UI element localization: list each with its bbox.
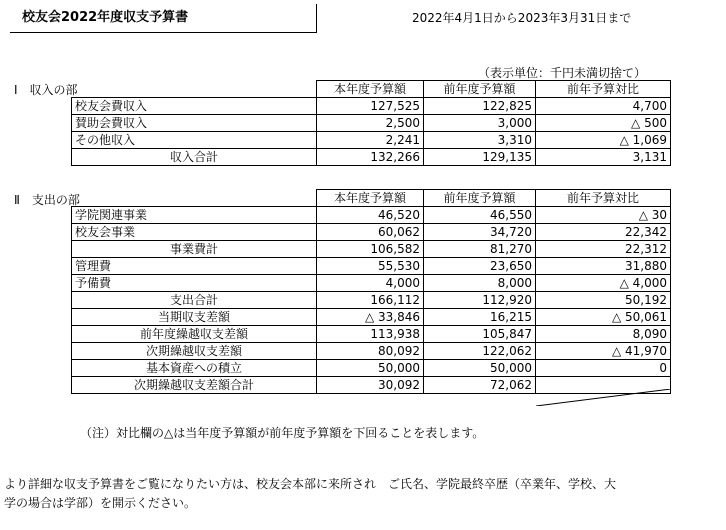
header-blank-cell [72, 81, 317, 98]
table-row [72, 326, 671, 343]
row-diff: 0 [536, 360, 671, 377]
row-diff: 22,312 [536, 241, 671, 258]
row-label: 賛助会費収入 [72, 115, 317, 132]
header-blank-cell [72, 190, 317, 207]
row-current: 55,530 [317, 258, 424, 275]
footer-line-1: より詳細な収支予算書をご覧になりたい方は、校友会本部に来所され ご氏名、学院最終卒歴（卒業年、学校、大 [4, 477, 617, 491]
income-section-label: Ⅰ 収入の部 [14, 83, 78, 97]
row-current: 2,500 [317, 115, 424, 132]
expense-total-row [72, 292, 671, 309]
unit-note: （表示単位：千円未満切捨て） [478, 66, 647, 80]
row-label: その他収入 [72, 132, 317, 149]
income-table [71, 80, 671, 166]
document-title: 校友会2022年度収支予算書 [22, 10, 189, 25]
row-label: 次期繰越収支差額合計 [72, 377, 317, 394]
title-underline [10, 32, 317, 33]
row-diff: 31,880 [536, 258, 671, 275]
row-diff: 50,192 [536, 292, 671, 309]
row-diff: △ 41,970 [536, 343, 671, 360]
row-current: 50,000 [317, 360, 424, 377]
row-previous: 112,920 [424, 292, 536, 309]
row-diff: 3,131 [536, 149, 671, 166]
table-row [72, 275, 671, 292]
row-diff: △ 1,069 [536, 132, 671, 149]
table-row [72, 207, 671, 224]
row-label: 支出合計 [72, 292, 317, 309]
row-previous: 23,650 [424, 258, 536, 275]
row-diff: 8,090 [536, 326, 671, 343]
header-previous: 前年度予算額 [424, 81, 536, 98]
row-diff: 4,700 [536, 98, 671, 115]
row-previous: 72,062 [424, 377, 536, 394]
row-previous: 16,215 [424, 309, 536, 326]
row-current: 132,266 [317, 149, 424, 166]
table-row [72, 258, 671, 275]
expense-section-label: Ⅱ 支出の部 [14, 193, 80, 207]
title-border-right [316, 4, 317, 33]
expense-table [71, 189, 671, 394]
table-row [72, 241, 671, 258]
row-current: 60,062 [317, 224, 424, 241]
row-previous: 3,000 [424, 115, 536, 132]
income-total-row [72, 149, 671, 166]
table-row [72, 360, 671, 377]
row-previous: 122,062 [424, 343, 536, 360]
expense-header-row [72, 190, 671, 207]
row-previous: 105,847 [424, 326, 536, 343]
row-label: 当期収支差額 [72, 309, 317, 326]
table-row [72, 343, 671, 360]
row-label: 基本資産への積立 [72, 360, 317, 377]
row-current: 46,520 [317, 207, 424, 224]
note-text: （注）対比欄の△は当年度予算額が前年度予算額を下回ることを表します。 [80, 426, 485, 440]
row-current: 166,112 [317, 292, 424, 309]
row-label: 事業費計 [72, 241, 317, 258]
row-previous: 8,000 [424, 275, 536, 292]
row-previous: 50,000 [424, 360, 536, 377]
footer-line-2: 学の場合は学部）を開示ください。 [4, 496, 197, 510]
row-current: △ 33,846 [317, 309, 424, 326]
row-previous: 3,310 [424, 132, 536, 149]
row-current: 80,092 [317, 343, 424, 360]
income-header-row [72, 81, 671, 98]
row-label: 収入合計 [72, 149, 317, 166]
row-diff [536, 377, 671, 394]
row-current: 113,938 [317, 326, 424, 343]
table-row [72, 224, 671, 241]
header-previous: 前年度予算額 [424, 190, 536, 207]
table-row [72, 377, 671, 394]
header-current: 本年度予算額 [317, 190, 424, 207]
row-diff: △ 50,061 [536, 309, 671, 326]
header-diff: 前年予算対比 [536, 190, 671, 207]
table-row [72, 132, 671, 149]
row-label: 次期繰越収支差額 [72, 343, 317, 360]
row-previous: 122,825 [424, 98, 536, 115]
table-row [72, 98, 671, 115]
table-row [72, 115, 671, 132]
fiscal-period: 2022年4月1日から2023年3月31日まで [412, 11, 632, 25]
row-label: 前年度繰越収支差額 [72, 326, 317, 343]
row-diff: △ 30 [536, 207, 671, 224]
row-label: 予備費 [72, 275, 317, 292]
row-current: 2,241 [317, 132, 424, 149]
row-label: 管理費 [72, 258, 317, 275]
row-previous: 129,135 [424, 149, 536, 166]
row-diff: △ 4,000 [536, 275, 671, 292]
row-current: 106,582 [317, 241, 424, 258]
table-row [72, 309, 671, 326]
row-previous: 81,270 [424, 241, 536, 258]
row-previous: 46,550 [424, 207, 536, 224]
row-diff: △ 500 [536, 115, 671, 132]
row-current: 30,092 [317, 377, 424, 394]
row-label: 校友会事業 [72, 224, 317, 241]
row-current: 4,000 [317, 275, 424, 292]
header-current: 本年度予算額 [317, 81, 424, 98]
row-label: 学院関連事業 [72, 207, 317, 224]
row-current: 127,525 [317, 98, 424, 115]
row-previous: 34,720 [424, 224, 536, 241]
header-diff: 前年予算対比 [536, 81, 671, 98]
row-label: 校友会費収入 [72, 98, 317, 115]
row-diff: 22,342 [536, 224, 671, 241]
